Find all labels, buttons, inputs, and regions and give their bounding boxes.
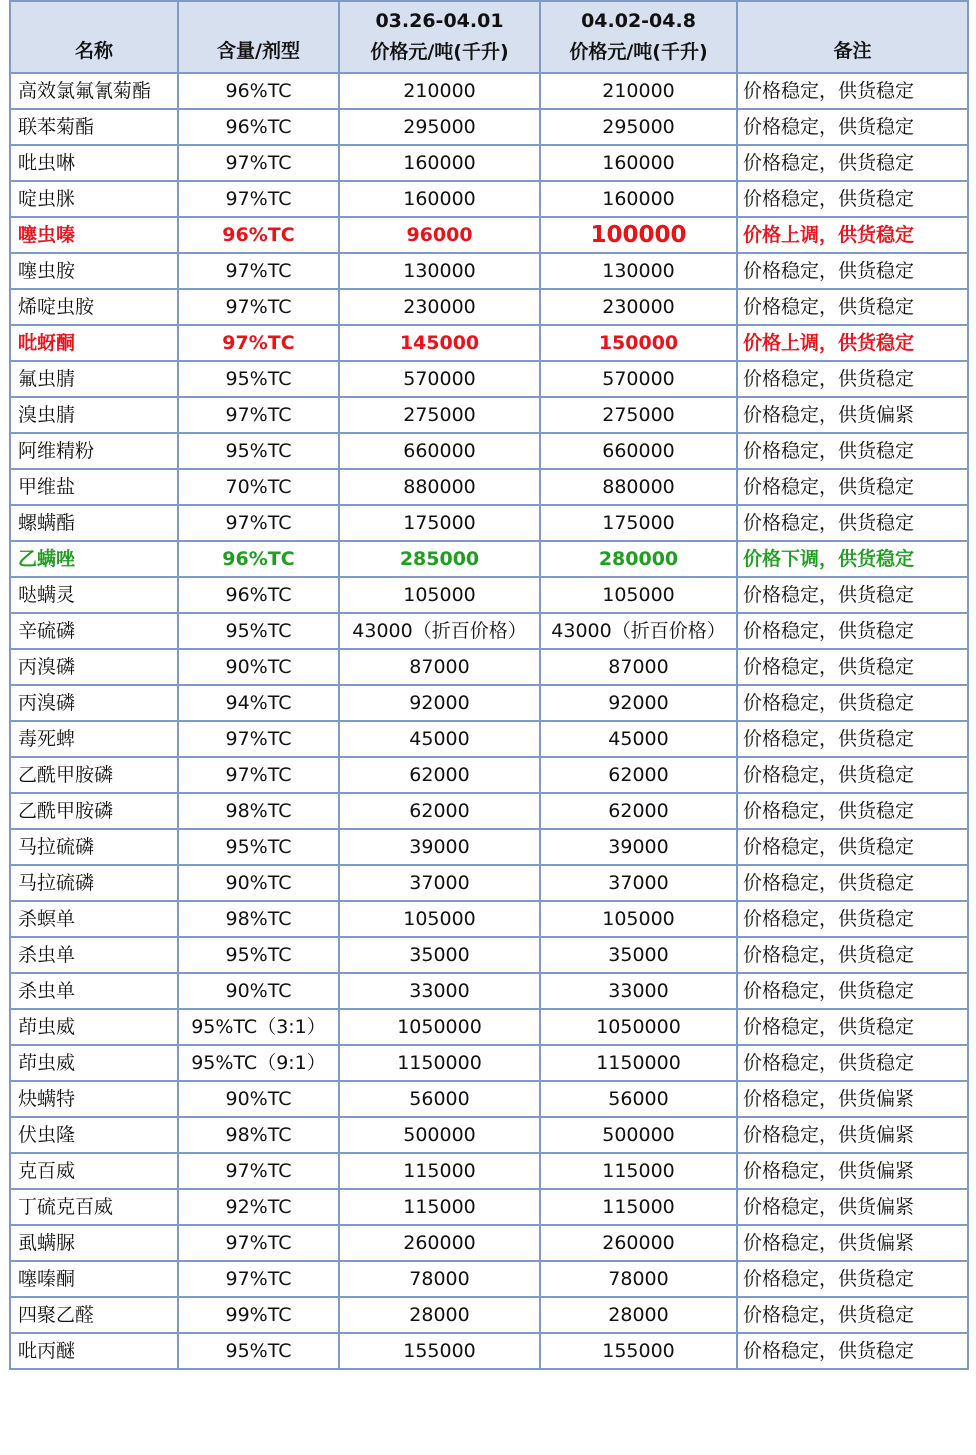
name-cell: 吡蚜酮 — [10, 325, 178, 361]
table-row — [10, 1045, 968, 1081]
spec-cell: 95%TC — [178, 829, 339, 865]
price-period1-cell: 39000 — [339, 829, 540, 865]
table-row — [10, 649, 968, 685]
price-table-container — [9, 0, 969, 1370]
price-period1-cell: 500000 — [339, 1117, 540, 1153]
name-cell: 噻虫嗪 — [10, 217, 178, 253]
table-row — [10, 109, 968, 145]
header-period1 — [339, 1, 540, 73]
note-cell: 价格稳定，供货稳定 — [737, 73, 968, 109]
price-period2-cell: 500000 — [540, 1117, 737, 1153]
name-cell: 伏虫隆 — [10, 1117, 178, 1153]
spec-cell: 94%TC — [178, 685, 339, 721]
spec-cell: 97%TC — [178, 325, 339, 361]
name-cell: 丁硫克百威 — [10, 1189, 178, 1225]
price-period1-cell: 115000 — [339, 1153, 540, 1189]
price-period2-cell: 105000 — [540, 577, 737, 613]
table-row — [10, 145, 968, 181]
name-cell: 炔螨特 — [10, 1081, 178, 1117]
price-period2-cell: 62000 — [540, 793, 737, 829]
price-period2-cell: 275000 — [540, 397, 737, 433]
spec-cell: 70%TC — [178, 469, 339, 505]
price-period2-cell: 1050000 — [540, 1009, 737, 1045]
price-period1-cell: 45000 — [339, 721, 540, 757]
price-period1-cell: 130000 — [339, 253, 540, 289]
price-period1-cell: 570000 — [339, 361, 540, 397]
spec-cell: 97%TC — [178, 757, 339, 793]
price-period1-cell: 1050000 — [339, 1009, 540, 1045]
name-cell: 氟虫腈 — [10, 361, 178, 397]
name-cell: 烯啶虫胺 — [10, 289, 178, 325]
price-period1-cell: 105000 — [339, 901, 540, 937]
note-cell: 价格稳定，供货稳定 — [737, 901, 968, 937]
header-period2-unit: 价格元/吨(千升) — [569, 41, 708, 63]
note-cell: 价格稳定，供货稳定 — [737, 1297, 968, 1333]
table-row — [10, 1009, 968, 1045]
price-period2-cell: 43000（折百价格） — [540, 613, 737, 649]
note-cell: 价格稳定，供货稳定 — [737, 793, 968, 829]
table-row — [10, 793, 968, 829]
spec-cell: 97%TC — [178, 253, 339, 289]
note-cell: 价格稳定，供货稳定 — [737, 721, 968, 757]
spec-cell: 90%TC — [178, 1081, 339, 1117]
price-period1-cell: 145000 — [339, 325, 540, 361]
price-period2-cell: 92000 — [540, 685, 737, 721]
header-spec — [178, 1, 339, 73]
spec-cell: 95%TC（9:1） — [178, 1045, 339, 1081]
spec-cell: 95%TC — [178, 361, 339, 397]
price-period2-cell: 660000 — [540, 433, 737, 469]
table-row — [10, 1297, 968, 1333]
note-cell: 价格稳定，供货偏紧 — [737, 1225, 968, 1261]
header-row — [10, 1, 968, 73]
spec-cell: 97%TC — [178, 505, 339, 541]
table-row — [10, 253, 968, 289]
name-cell: 吡虫啉 — [10, 145, 178, 181]
note-cell: 价格稳定，供货稳定 — [737, 469, 968, 505]
name-cell: 茚虫威 — [10, 1045, 178, 1081]
name-cell: 毒死蜱 — [10, 721, 178, 757]
spec-cell: 95%TC — [178, 613, 339, 649]
price-period2-cell: 1150000 — [540, 1045, 737, 1081]
spec-cell: 96%TC — [178, 109, 339, 145]
spec-cell: 98%TC — [178, 1117, 339, 1153]
name-cell: 辛硫磷 — [10, 613, 178, 649]
spec-cell: 96%TC — [178, 541, 339, 577]
table-row — [10, 1225, 968, 1261]
name-cell: 茚虫威 — [10, 1009, 178, 1045]
price-period1-cell: 210000 — [339, 73, 540, 109]
header-period1-dates: 03.26-04.01 — [375, 10, 504, 32]
table-row — [10, 613, 968, 649]
spec-cell: 96%TC — [178, 73, 339, 109]
price-period2-cell: 130000 — [540, 253, 737, 289]
note-cell: 价格稳定，供货稳定 — [737, 1045, 968, 1081]
name-cell: 阿维精粉 — [10, 433, 178, 469]
price-period1-cell: 260000 — [339, 1225, 540, 1261]
table-body — [10, 73, 968, 1369]
price-period2-cell: 230000 — [540, 289, 737, 325]
price-period1-cell: 160000 — [339, 181, 540, 217]
price-period1-cell: 37000 — [339, 865, 540, 901]
price-period1-cell: 1150000 — [339, 1045, 540, 1081]
name-cell: 四聚乙醛 — [10, 1297, 178, 1333]
spec-cell: 98%TC — [178, 793, 339, 829]
price-period2-cell: 78000 — [540, 1261, 737, 1297]
table-row — [10, 1333, 968, 1369]
price-period2-cell: 56000 — [540, 1081, 737, 1117]
spec-cell: 97%TC — [178, 1225, 339, 1261]
price-period1-cell: 87000 — [339, 649, 540, 685]
name-cell: 吡丙醚 — [10, 1333, 178, 1369]
table-row — [10, 721, 968, 757]
price-table — [9, 0, 969, 1370]
spec-cell: 92%TC — [178, 1189, 339, 1225]
price-period1-cell: 105000 — [339, 577, 540, 613]
note-cell: 价格稳定，供货稳定 — [737, 829, 968, 865]
spec-cell: 90%TC — [178, 973, 339, 1009]
table-row — [10, 181, 968, 217]
note-cell: 价格稳定，供货偏紧 — [737, 1117, 968, 1153]
spec-cell: 97%TC — [178, 289, 339, 325]
name-cell: 杀虫单 — [10, 973, 178, 1009]
note-cell: 价格稳定，供货稳定 — [737, 433, 968, 469]
spec-cell: 97%TC — [178, 145, 339, 181]
spec-cell: 90%TC — [178, 649, 339, 685]
table-row — [10, 973, 968, 1009]
note-cell: 价格稳定，供货稳定 — [737, 109, 968, 145]
name-cell: 丙溴磷 — [10, 685, 178, 721]
price-period1-cell: 78000 — [339, 1261, 540, 1297]
note-cell: 价格稳定，供货稳定 — [737, 145, 968, 181]
price-period2-cell: 33000 — [540, 973, 737, 1009]
table-row — [10, 433, 968, 469]
spec-cell: 95%TC — [178, 937, 339, 973]
spec-cell: 97%TC — [178, 397, 339, 433]
price-period2-cell: 880000 — [540, 469, 737, 505]
price-period2-cell: 150000 — [540, 325, 737, 361]
name-cell: 克百威 — [10, 1153, 178, 1189]
price-period2-cell: 155000 — [540, 1333, 737, 1369]
spec-cell: 95%TC — [178, 1333, 339, 1369]
price-period1-cell: 92000 — [339, 685, 540, 721]
name-cell: 溴虫腈 — [10, 397, 178, 433]
table-row — [10, 73, 968, 109]
price-period2-cell: 570000 — [540, 361, 737, 397]
spec-cell: 95%TC — [178, 433, 339, 469]
table-header — [10, 1, 968, 73]
note-cell: 价格稳定，供货偏紧 — [737, 1189, 968, 1225]
name-cell: 联苯菊酯 — [10, 109, 178, 145]
note-cell: 价格稳定，供货偏紧 — [737, 397, 968, 433]
name-cell: 啶虫脒 — [10, 181, 178, 217]
note-cell: 价格稳定，供货稳定 — [737, 577, 968, 613]
spec-cell: 95%TC（3:1） — [178, 1009, 339, 1045]
price-period2-cell: 295000 — [540, 109, 737, 145]
name-cell: 杀虫单 — [10, 937, 178, 973]
price-period1-cell: 880000 — [339, 469, 540, 505]
price-period1-cell: 295000 — [339, 109, 540, 145]
note-cell: 价格稳定，供货稳定 — [737, 649, 968, 685]
header-name-label: 名称 — [74, 40, 113, 62]
note-cell: 价格稳定，供货稳定 — [737, 757, 968, 793]
note-cell: 价格稳定，供货稳定 — [737, 253, 968, 289]
price-period2-cell: 28000 — [540, 1297, 737, 1333]
spec-cell: 97%TC — [178, 1261, 339, 1297]
price-period2-cell: 45000 — [540, 721, 737, 757]
price-period1-cell: 175000 — [339, 505, 540, 541]
spec-cell: 90%TC — [178, 865, 339, 901]
name-cell: 乙酰甲胺磷 — [10, 757, 178, 793]
price-period2-cell: 37000 — [540, 865, 737, 901]
price-period1-cell: 230000 — [339, 289, 540, 325]
spec-cell: 97%TC — [178, 181, 339, 217]
note-cell: 价格稳定，供货稳定 — [737, 613, 968, 649]
note-cell: 价格稳定，供货稳定 — [737, 361, 968, 397]
header-period2-dates: 04.02-04.8 — [581, 10, 696, 32]
table-row — [10, 541, 968, 577]
note-cell: 价格稳定，供货稳定 — [737, 289, 968, 325]
table-row — [10, 361, 968, 397]
header-note — [737, 1, 968, 73]
name-cell: 乙酰甲胺磷 — [10, 793, 178, 829]
price-period2-cell: 175000 — [540, 505, 737, 541]
table-row — [10, 829, 968, 865]
name-cell: 杀螟单 — [10, 901, 178, 937]
name-cell: 马拉硫磷 — [10, 829, 178, 865]
price-period2-cell: 160000 — [540, 145, 737, 181]
price-period1-cell: 56000 — [339, 1081, 540, 1117]
price-period1-cell: 160000 — [339, 145, 540, 181]
table-row — [10, 325, 968, 361]
name-cell: 甲维盐 — [10, 469, 178, 505]
price-period2-cell: 105000 — [540, 901, 737, 937]
name-cell: 马拉硫磷 — [10, 865, 178, 901]
note-cell: 价格稳定，供货稳定 — [737, 973, 968, 1009]
table-row — [10, 757, 968, 793]
price-period2-cell: 115000 — [540, 1153, 737, 1189]
name-cell: 丙溴磷 — [10, 649, 178, 685]
header-note-label: 备注 — [833, 40, 872, 62]
note-cell: 价格下调，供货稳定 — [737, 541, 968, 577]
price-period1-cell: 43000（折百价格） — [339, 613, 540, 649]
name-cell: 螺螨酯 — [10, 505, 178, 541]
table-row — [10, 685, 968, 721]
name-cell: 噻嗪酮 — [10, 1261, 178, 1297]
note-cell: 价格稳定，供货稳定 — [737, 865, 968, 901]
price-period1-cell: 96000 — [339, 217, 540, 253]
spec-cell: 97%TC — [178, 1153, 339, 1189]
price-period1-cell: 35000 — [339, 937, 540, 973]
price-period1-cell: 155000 — [339, 1333, 540, 1369]
price-period2-cell: 87000 — [540, 649, 737, 685]
note-cell: 价格稳定，供货稳定 — [737, 505, 968, 541]
note-cell: 价格稳定，供货稳定 — [737, 181, 968, 217]
name-cell: 乙螨唑 — [10, 541, 178, 577]
table-row — [10, 901, 968, 937]
table-row — [10, 469, 968, 505]
table-row — [10, 505, 968, 541]
price-period1-cell: 33000 — [339, 973, 540, 1009]
note-cell: 价格稳定，供货稳定 — [737, 685, 968, 721]
header-spec-label: 含量/剂型 — [217, 40, 300, 62]
name-cell: 虱螨脲 — [10, 1225, 178, 1261]
name-cell: 高效氯氟氰菊酯 — [10, 73, 178, 109]
price-period2-cell: 160000 — [540, 181, 737, 217]
name-cell: 噻虫胺 — [10, 253, 178, 289]
price-period2-cell: 260000 — [540, 1225, 737, 1261]
price-period2-cell: 100000 — [540, 217, 737, 253]
header-period1-unit: 价格元/吨(千升) — [370, 41, 509, 63]
table-row — [10, 577, 968, 613]
note-cell: 价格稳定，供货稳定 — [737, 1333, 968, 1369]
price-period1-cell: 28000 — [339, 1297, 540, 1333]
price-period2-cell: 115000 — [540, 1189, 737, 1225]
price-period1-cell: 660000 — [339, 433, 540, 469]
table-row — [10, 1081, 968, 1117]
price-period1-cell: 275000 — [339, 397, 540, 433]
note-cell: 价格上调，供货稳定 — [737, 325, 968, 361]
note-cell: 价格上调，供货稳定 — [737, 217, 968, 253]
price-period2-cell: 35000 — [540, 937, 737, 973]
price-period1-cell: 115000 — [339, 1189, 540, 1225]
note-cell: 价格稳定，供货稳定 — [737, 937, 968, 973]
table-row — [10, 289, 968, 325]
spec-cell: 96%TC — [178, 577, 339, 613]
header-name — [10, 1, 178, 73]
table-row — [10, 397, 968, 433]
spec-cell: 97%TC — [178, 721, 339, 757]
table-row — [10, 937, 968, 973]
price-period1-cell: 62000 — [339, 757, 540, 793]
note-cell: 价格稳定，供货偏紧 — [737, 1153, 968, 1189]
header-period2 — [540, 1, 737, 73]
price-period2-cell: 39000 — [540, 829, 737, 865]
table-row — [10, 217, 968, 253]
price-period2-cell: 62000 — [540, 757, 737, 793]
price-period2-cell: 210000 — [540, 73, 737, 109]
spec-cell: 99%TC — [178, 1297, 339, 1333]
table-row — [10, 1117, 968, 1153]
name-cell: 哒螨灵 — [10, 577, 178, 613]
spec-cell: 96%TC — [178, 217, 339, 253]
table-row — [10, 1261, 968, 1297]
spec-cell: 98%TC — [178, 901, 339, 937]
table-row — [10, 1153, 968, 1189]
note-cell: 价格稳定，供货稳定 — [737, 1261, 968, 1297]
table-row — [10, 1189, 968, 1225]
note-cell: 价格稳定，供货偏紧 — [737, 1081, 968, 1117]
price-period1-cell: 285000 — [339, 541, 540, 577]
note-cell: 价格稳定，供货稳定 — [737, 1009, 968, 1045]
price-period2-cell: 280000 — [540, 541, 737, 577]
table-row — [10, 865, 968, 901]
price-period1-cell: 62000 — [339, 793, 540, 829]
